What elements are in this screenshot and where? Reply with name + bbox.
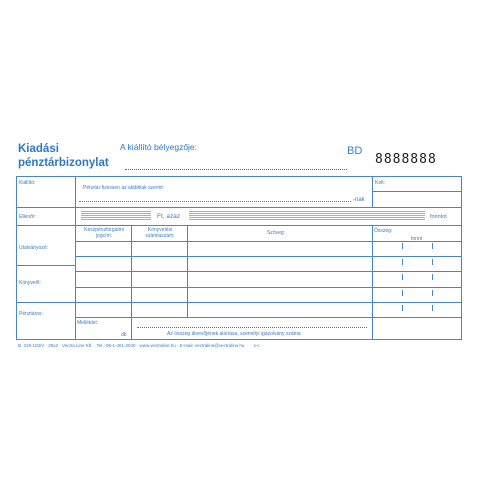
row-line-1: [75, 241, 461, 242]
footer-code: s-c: [253, 343, 260, 348]
countersign-divider: [75, 207, 76, 225]
pay-text: Pénztár fizessen az alábbiak szerint:: [83, 185, 165, 191]
col-cash-entitlement: Készpénzforgalmi jogcím:: [84, 227, 124, 239]
voucher-form: [16, 176, 462, 340]
issuer-label: Kiállító:: [19, 180, 36, 186]
col-4-divider: [372, 225, 373, 340]
amount-hatch: [81, 211, 151, 221]
recipient-suffix: -nak: [353, 197, 365, 203]
col-left-divider: [75, 225, 76, 340]
bookkeeper-label: Könyvelő:: [19, 280, 41, 286]
ft-azaz: Ft, azaz: [157, 213, 181, 220]
series-prefix: BD: [347, 145, 363, 157]
title-line-2: pénztárbizonylat: [18, 157, 109, 169]
attachments-divider: [131, 317, 132, 340]
signature-line: [137, 327, 367, 328]
col-amount: Összeg:: [374, 228, 393, 234]
attachments-label: Melléklet:: [77, 320, 99, 326]
cashier-label: Pénztáros:: [19, 311, 43, 317]
amount-tick: [402, 305, 403, 311]
title-line-1: Kiadási: [18, 143, 59, 155]
amount-tick: [402, 274, 403, 280]
date-label: Kelt:: [375, 180, 386, 186]
bookkeeper-divider: [17, 302, 75, 303]
recipient-line: [79, 201, 351, 202]
attachments-unit: db: [121, 332, 127, 338]
amount-tick: [432, 259, 433, 265]
amount-tick: [402, 290, 403, 296]
amount-tick: [432, 243, 433, 249]
approver-label: Utalványozó:: [19, 245, 48, 251]
stamp-line: [125, 169, 347, 170]
row-line-6: [75, 317, 461, 318]
date-line: [372, 191, 461, 192]
amount-tick: [402, 243, 403, 249]
row-line-3: [75, 271, 461, 272]
amount-tick: [432, 305, 433, 311]
issuer-divider: [75, 177, 76, 207]
receipt-text: Az összeg átvevőjének aláírása, személyi igazolvány száma: [167, 331, 301, 337]
amount-tick: [432, 274, 433, 280]
row-line-4: [75, 287, 461, 288]
serial-number: 8888888: [375, 152, 437, 167]
footer-printer-info: B. 318-103/V · 25x2 · Vectra Line Kft. · Tel.: 06-1-401-2040 · www.vectraline.hu · E-mail: vectraline@vectraline.hu: [18, 343, 245, 348]
row-line-5: [75, 302, 461, 303]
countersign-label: Ellenőr:: [19, 214, 36, 220]
footer-text: [18, 343, 260, 348]
forint-label: forintot: [430, 214, 447, 220]
divider-issuer: [17, 207, 461, 208]
col-ledger-account: Könyvelési számlaszám:: [145, 227, 175, 239]
row-line-2: [75, 256, 461, 257]
amount-tick: [432, 290, 433, 296]
col-text: Szöveg:: [267, 230, 286, 236]
col-amount-unit: forint: [411, 236, 423, 242]
amount-tick: [402, 259, 403, 265]
divider-countersign: [17, 225, 461, 226]
approver-divider: [17, 265, 75, 266]
date-divider: [372, 177, 373, 207]
stamp-label: A kiállító bélyegzője:: [120, 142, 198, 152]
amount-words-hatch: [189, 211, 425, 221]
